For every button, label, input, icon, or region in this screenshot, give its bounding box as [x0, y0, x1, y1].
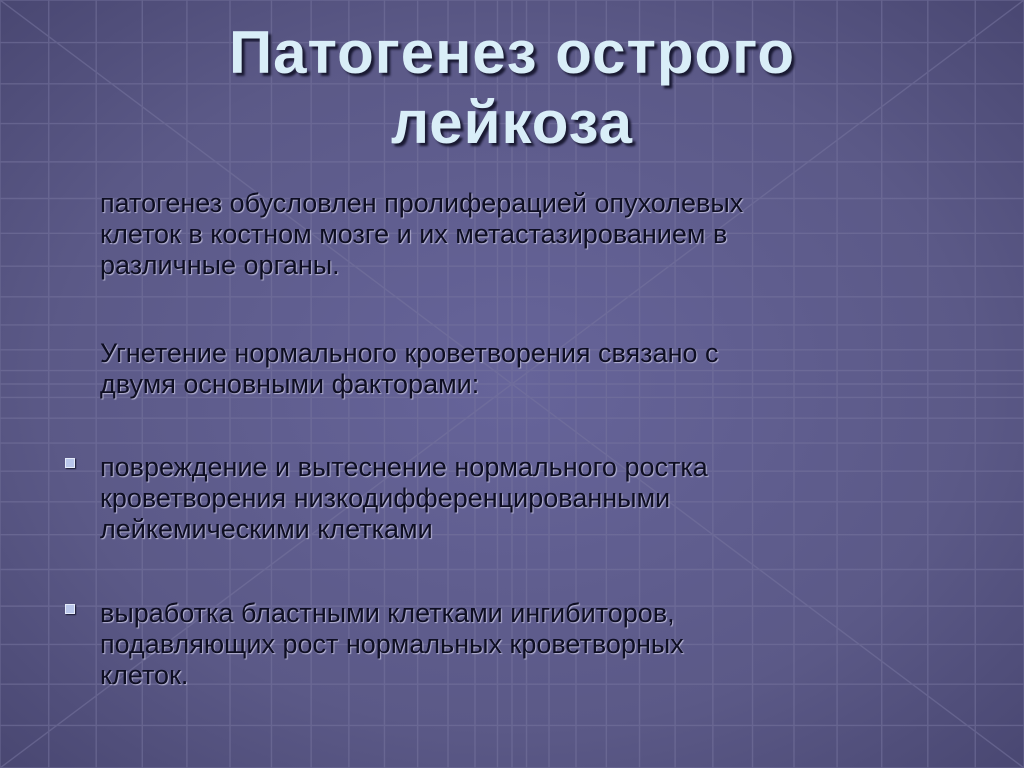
bullet-line: повреждение и вытеснение нормального ростка	[100, 452, 708, 482]
factors-line: Угнетение нормального кроветворения связано с	[100, 338, 719, 368]
slide-title	[112, 18, 912, 158]
bullet-line: клеток.	[100, 660, 189, 690]
square-bullet-icon	[65, 604, 75, 614]
factors-line: двумя основными факторами:	[100, 369, 480, 399]
bullet-item	[100, 452, 708, 545]
bullet-item	[100, 598, 684, 691]
intro-paragraph	[100, 188, 743, 281]
factors-paragraph	[100, 338, 719, 400]
intro-line: патогенез обусловлен пролиферацией опухолевых	[100, 188, 744, 218]
intro-line: клеток в костном мозге и их метастазированием в	[100, 219, 728, 249]
bullet-line: выработка бластными клетками ингибиторов,	[100, 598, 675, 628]
intro-line: различные органы.	[100, 250, 340, 280]
bullet-line: подавляющих рост нормальных кроветворных	[100, 629, 684, 659]
slide-title-line: лейкоза	[390, 89, 634, 156]
bullet-line: лейкемическими клетками	[100, 514, 433, 544]
slide-title-line: Патогенез острого	[229, 19, 795, 86]
bullet-line: кроветворения низкодифференцированными	[100, 483, 671, 513]
square-bullet-icon	[65, 458, 75, 468]
